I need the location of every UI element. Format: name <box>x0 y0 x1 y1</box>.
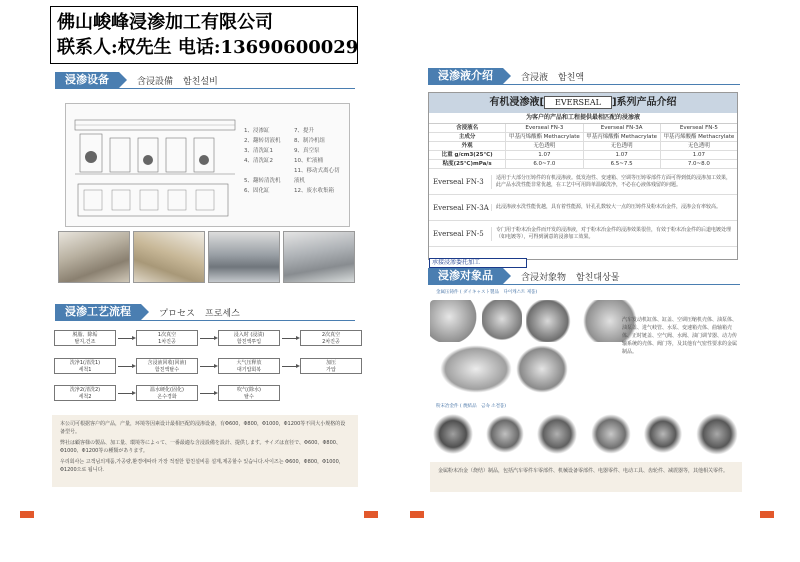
legend-item: 6、固化缸 <box>244 188 270 194</box>
legend-item: 9、真空泵 <box>294 148 320 154</box>
sintered-description: 金属粉末冶金（烧结）制品，包括汽车零件车零部件、机械设备零部件、电器零件、电动工具、齿轮件、减震器等，其他相关零件。 <box>430 462 742 492</box>
equipment-photo <box>133 231 205 283</box>
flow-arrow <box>118 338 133 339</box>
sintered-photos <box>428 412 742 456</box>
corner-mark <box>364 511 378 518</box>
table-title: 有机浸渗液[ EVERSEAL ]系列产品介绍 <box>429 93 737 113</box>
flow-arrow <box>200 393 215 394</box>
flow-arrow <box>200 338 215 339</box>
legend-item: 7、提升 <box>294 128 314 134</box>
legend-item: 4、清洗缸2 <box>244 158 273 164</box>
equipment-photo <box>208 231 280 283</box>
flow-arrow <box>118 366 133 367</box>
equipment-diagram <box>65 103 350 227</box>
everseal-box: EVERSEAL <box>544 96 612 109</box>
equipment-photo <box>58 231 130 283</box>
flow-step: 洗净1(清洗1) 세척1 <box>54 358 116 374</box>
sintered-part-photo <box>692 412 742 456</box>
equipment-legend <box>244 126 350 196</box>
diecast-description: 汽车发动机缸体、缸盖、空调压缩机壳体、油泵体、油泵盖、进气岐管、水泵、变速箱壳体、曲轴箱壳体、正时链盖、空气阀、水阀、油门调节器、动力传输系统的壳体、阀门等，及其他有气密性要求的金属制品。 <box>622 317 738 355</box>
process-subtitle: プロセス <box>159 308 196 319</box>
legend-item: 5、翻转清洗机 <box>244 178 281 184</box>
diecast-part-photo <box>440 345 512 393</box>
table-row: 主成分 甲基丙烯酸酯 Methacrylate 甲基丙烯酸酯 Methacrylate 甲基丙烯酸酯 Methacrylate <box>429 133 737 142</box>
liquid-title: 浸渗液介绍 <box>428 68 503 84</box>
equipment-photos <box>58 231 355 283</box>
table-row: 比重 g/cm3(25℃) 1.07 1.07 1.07 <box>429 151 737 160</box>
flow-arrow <box>118 393 133 394</box>
table-row: 外观 无色透明 无色透明 无色透明 <box>429 142 737 151</box>
diecast-part-photo <box>516 345 568 393</box>
legend-item: 12、废水收集箱 <box>294 188 334 194</box>
objects-title: 浸渗对象品 <box>428 268 503 284</box>
diecast-photos <box>430 300 636 342</box>
equipment-title: 浸渗设备 <box>55 72 119 88</box>
equipment-photo <box>283 231 355 283</box>
note-jp: 弊社は顧客様の製品、加工量、環境等によって、一番最適な含浸設備を設計、提供します。サイズは直径で、Φ600、Φ800、Φ1000、Φ1200等の種類があります。 <box>60 440 341 454</box>
legend-item: 1、浸渗缸 <box>244 128 270 134</box>
process-section-header <box>55 304 240 320</box>
legend-item: 2、翻转切液机 <box>244 138 281 144</box>
equipment-subtitle: 含浸設備 <box>137 76 174 87</box>
flow-step: 脱脂、除垢 탈지,건조 <box>54 330 116 346</box>
diecast-caption: 金属压铸件 ( ダイキャスト製品 다이캐스트 제품) <box>436 290 538 295</box>
sintered-part-photo <box>640 412 686 456</box>
flow-step: 含浸液回收(回液) 함친액탈수 <box>136 358 198 374</box>
liquid-kr: 함친액 <box>558 72 585 83</box>
product-desc-row: Everseal FN-3A 此浸渗液水洗性能优越，具有着性能源，针孔孔数较大一点的压铸件及粉末冶金件，浸渗会有率较高。 <box>429 195 737 221</box>
equipment-drawing <box>70 112 240 224</box>
service-stamp: 承接浸渗委托加工 <box>429 258 527 268</box>
process-title: 浸渗工艺流程 <box>55 304 141 320</box>
equipment-kr: 함친설비 <box>183 76 218 87</box>
diecast-part-photo <box>482 300 522 342</box>
diecast-photos-2 <box>440 345 568 393</box>
flow-step: 温水硬化(固化) 온수경화 <box>136 385 198 401</box>
note-cn: 本公司可根据客户的产品，产量，环境等因素设计最相匹配的浸渗设备，有Φ600，Φ800，Φ1000，Φ1200等不同大小规格的设备型号。 <box>60 421 346 435</box>
flow-arrow <box>282 338 297 339</box>
table-row: 粘度(25℃)mPa/s 6.0~7.0 6.5~7.5 7.0~8.0 <box>429 160 737 169</box>
objects-section-header <box>428 268 620 284</box>
sintered-part-photo <box>532 412 582 456</box>
flow-step: 1次真空 1차진공 <box>136 330 198 346</box>
product-table <box>428 92 738 260</box>
flow-step: 加压 가압 <box>300 358 362 374</box>
process-kr: 프로세스 <box>205 308 240 319</box>
flow-step: 吹气(除水) 탈수 <box>218 385 280 401</box>
company-header <box>50 6 358 64</box>
legend-item: 10、贮液桶 <box>294 158 323 164</box>
legend-item: 3、清洗缸1 <box>244 148 273 154</box>
note-kr: 우리회사는 고객님의제품,가공량,환경에따라 가장 적절한 함친설비를 설계,제공할수 있습니다.사이즈는 Φ600，Φ800，Φ1000，Φ1200으로 됩니다. <box>60 459 344 473</box>
flow-step: 洗净2(清洗2) 세척2 <box>54 385 116 401</box>
flow-arrow <box>200 366 215 367</box>
diecast-part-photo <box>526 300 574 342</box>
equipment-note <box>52 415 358 487</box>
legend-item: 8、制冷机组 <box>294 138 325 144</box>
corner-mark <box>20 511 34 518</box>
legend-item: 11、移动式离心切液机 <box>294 168 340 184</box>
flow-step: 2次真空 2차진공 <box>300 330 362 346</box>
sintered-caption: 粉末冶金件 ( 焼結品 금속 소결품) <box>436 404 507 409</box>
flow-arrow <box>282 366 297 367</box>
process-flow <box>48 325 368 407</box>
sintered-part-photo <box>588 412 634 456</box>
equipment-section-header <box>55 72 218 88</box>
objects-subtitle: 含浸対象物 <box>521 272 567 283</box>
sintered-part-photo <box>484 412 526 456</box>
liquid-subtitle: 含浸液 <box>521 72 549 83</box>
contact-line: 联系人:权先生 电话:13690600029 <box>57 37 359 58</box>
product-desc-row: Everseal FN-3 适用于大部分压铸件的有机浸渗液。低发泡性、变速箱、空调等压铸零部件方面可得到低的浸渗加工效果，此产品水洗性能非常优越，在工艺中可用简单温敏洗净，不必在心液体残留的问题。 <box>429 169 737 195</box>
company-name: 佛山峻峰浸渗加工有限公司 <box>57 12 273 33</box>
table-header-row: 含浸液名 Everseal FN-3 Everseal FN-3A Everseal FN-5 <box>429 124 737 133</box>
sintered-part-photo <box>428 412 478 456</box>
objects-kr: 함친대상물 <box>576 272 620 283</box>
liquid-section-header <box>428 68 584 84</box>
product-desc-row: Everseal FN-5 专门用于粉末冶金件而开发的浸渗液，对于粉末冶金件的浸渗效果很佳，有效于粉末冶金件的后道电镀处理（如电镀等），可得到满意的浸渗加工效果。 <box>429 221 737 247</box>
diecast-part-photo <box>430 300 478 342</box>
table-subtitle: 为客户的产品和工程提供最相匹配的浸渗液 <box>429 113 737 124</box>
corner-mark <box>410 511 424 518</box>
corner-mark <box>760 511 774 518</box>
flow-step: 浸入时 (浸渍) 함친액투입 <box>218 330 280 346</box>
flow-step: 大气压释放 대기압회복 <box>218 358 280 374</box>
